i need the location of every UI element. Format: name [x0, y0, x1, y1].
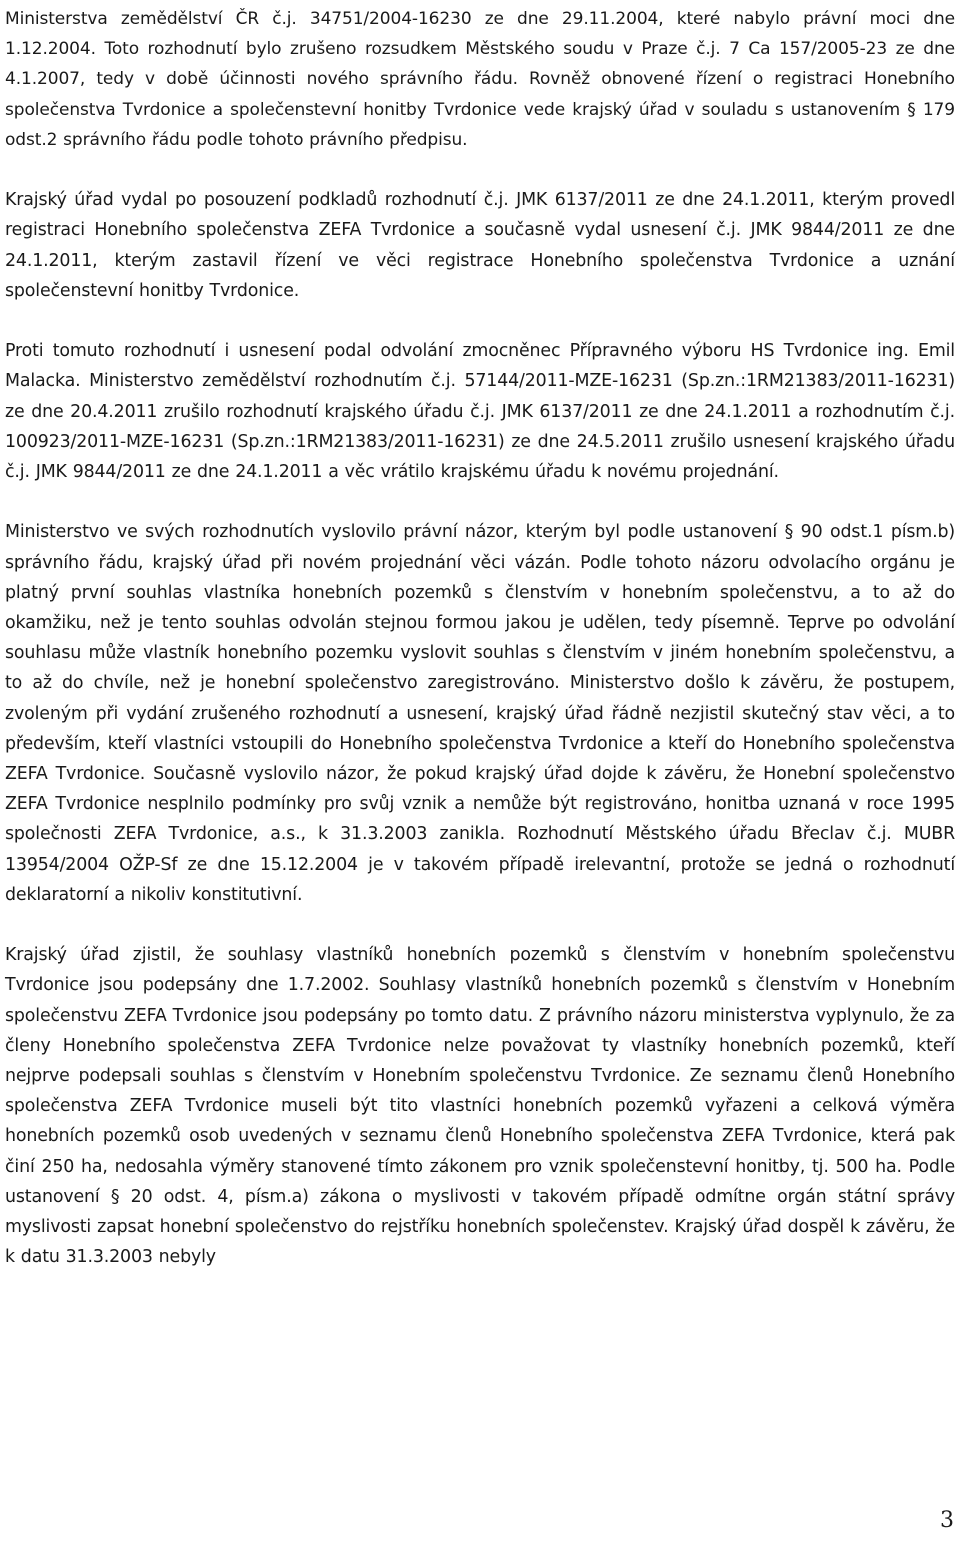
paragraph-ministry-decision-history: Ministerstva zemědělství ČR č.j. 34751/2004-16230 ze dne 29.11.2004, které nabylo právní moci dne 1.12.2004. Toto rozhodnutí bylo zrušeno rozsudkem Městského soudu v Praze č.j. 7 Ca 157/2005-23 ze dne 4.1.2007, tedy v době účinnosti nového správního řádu. Rovněž obnovené řízení o registraci Honebního společenstva Tvrdonice a společenstevní honitby Tvrdonice vede krajský úřad v souladu s ustanovením § 179 odst.2 správního řádu podle tohoto právního předpisu. [5, 9, 955, 150]
paragraph-spacer [5, 155, 955, 185]
paragraph-regional-office-findings: Krajský úřad zjistil, že souhlasy vlastníků honebních pozemků s členstvím v honebním společenstvu Tvrdonice jsou podepsány dne 1.7.2002. Souhlasy vlastníků honebních pozemků s členstvím v Honebním společenstvu ZEFA Tvrdonice jsou podepsány po tomto datu. Z právního názoru ministerstva vyplynulo, že za členy Honebního společenstva ZEFA Tvrdonice nelze považovat ty vlastníky honebních pozemků, kteří nejprve podepsali souhlas s členstvím v Honebním společenstvu Tvrdonice. Ze seznamu členů Honebního společenstva ZEFA Tvrdonice museli být tito vlastníci honebních pozemků vyřazeni a celková výměra honebních pozemků osob uvedených v seznamu členů Honebního společenstva ZEFA Tvrdonice, která pak činí 250 ha, nedosahla výměry stanovené tímto zákonem pro vznik společenstevní honitby, tj. 500 ha. Podle ustanovení § 20 odst. 4, písm.a) zákona o myslivosti v takovém případě odmítne orgán státní správy myslivosti zapsat honební společenstvo do rejstříku honebních společenstev. Krajský úřad dospěl k závěru, že k datu 31.3.2003 nebyly [5, 945, 955, 1268]
paragraph-spacer [5, 487, 955, 517]
page-number: 3 [940, 1508, 954, 1533]
paragraph-spacer [5, 910, 955, 940]
document-page [5, 4, 955, 1272]
paragraph-spacer [5, 306, 955, 336]
paragraph-appeal: Proti tomuto rozhodnutí i usnesení podal odvolání zmocněnec Přípravného výboru HS Tvrdonice ing. Emil Malacka. Ministerstvo zemědělství rozhodnutím č.j. 57144/2011-MZE-16231 (Sp.zn.:1RM21383/2011-16231) ze dne 20.4.2011 zrušilo rozhodnutí krajského úřadu č.j. JMK 6137/2011 ze dne 24.1.2011 a rozhodnutím č.j. 100923/2011-MZE-16231 (Sp.zn.:1RM21383/2011-16231) ze dne 24.5.2011 zrušilo usnesení krajského úřadu č.j. JMK 9844/2011 ze dne 24.1.2011 a věc vrátilo krajskému úřadu k novému projednání. [5, 341, 955, 483]
paragraph-ministry-legal-opinion: Ministerstvo ve svých rozhodnutích vyslovilo právní názor, kterým byl podle ustanovení § 90 odst.1 písm.b) správního řádu, krajský úřad při novém projednání věci vázán. Podle tohoto názoru odvolacího orgánu je platný první souhlas vlastníka honebních pozemků s členstvím v honebním společenstvu, a to až do okamžiku, než je tento souhlas odvolán stejnou formou jakou je udělen, tedy písemně. Teprve po odvolání souhlasu může vlastník honebního pozemku vyslovit souhlas s členstvím v jiném honebním společenstvu, a to až do chvíle, než je honební společenstvo zaregistrováno. Ministerstvo došlo k závěru, že postupem, zvoleným při vydání zrušeného rozhodnutí a usnesení, krajský úřad řádně nezjistil skutečný stav věci, a to především, kteří vlastníci vstoupili do Honebního společenstva Tvrdonice a kteří do Honebního společenstva ZEFA Tvrdonice. Současně vyslovilo názor, že pokud krajský úřad dojde k závěru, že Honební společenstvo ZEFA Tvrdonice nesplnilo podmínky pro svůj vznik a nemůže být registrováno, honitba uznaná v roce 1995 společnosti ZEFA Tvrdonice, a.s., k 31.3.2003 zanikla. Rozhodnutí Městského úřadu Břeclav č.j. MUBR 13954/2004 OŽP-Sf ze dne 15.12.2004 je v takovém případě irelevantní, protože se jedná o rozhodnutí deklaratorní a nikoliv konstitutivní. [5, 522, 955, 905]
paragraph-regional-office-decision: Krajský úřad vydal po posouzení podkladů rozhodnutí č.j. JMK 6137/2011 ze dne 24.1.2011, kterým provedl registraci Honebního společenstva ZEFA Tvrdonice a současně vydal usnesení č.j. JMK 9844/2011 ze dne 24.1.2011, kterým zastavil řízení ve věci registrace Honebního společenstva Tvrdonice a uznání společenstevní honitby Tvrdonice. [5, 190, 955, 301]
